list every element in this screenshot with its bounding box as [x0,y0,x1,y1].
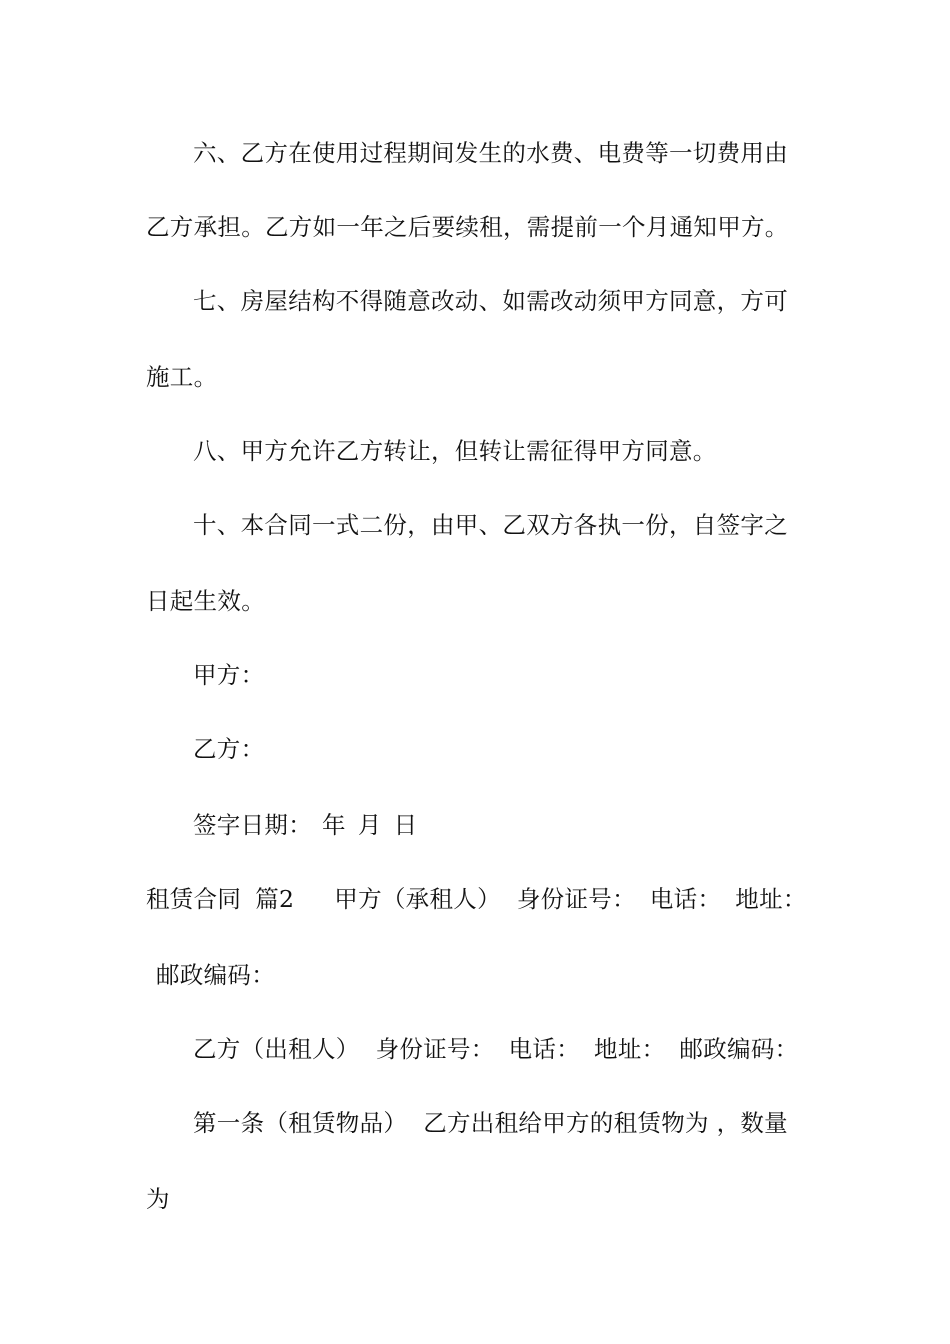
party-b-row [193,1034,873,1064]
signature-month: 月 [357,811,382,839]
paragraph-6-line-2: 乙方承担。乙方如一年之后要续租，需提前一个月通知甲方。 [146,213,789,241]
party-a-label: 甲方（承租人） [334,885,501,913]
party-b-phone-label: 电话： [508,1035,581,1063]
party-b-signature-label: 乙方： [193,735,265,763]
party-a-phone-label: 电话： [649,885,722,913]
party-b-id-label: 身份证号： [375,1035,495,1063]
paragraph-8-line-1: 八、甲方允许乙方转让，但转让需征得甲方同意。 [193,437,717,465]
party-b-postcode-label: 邮政编码： [679,1035,799,1063]
party-a-id-label: 身份证号： [516,885,636,913]
article-1-text: 乙方出租给甲方的租赁物为 ，数量 [423,1109,788,1137]
paragraph-7-line-1: 七、房屋结构不得随意改动、如需改动须甲方同意，方可 [193,287,788,315]
article-1-line-1 [193,1108,873,1138]
article-1-heading: 第一条（租赁物品） [193,1109,408,1137]
signature-date-row [193,810,873,840]
party-a-signature-label: 甲方： [193,661,265,689]
article-1-line-2: 为 [146,1185,170,1213]
party-a-address-label: 地址： [735,885,807,913]
signature-date-label: 签字日期： [193,811,312,839]
section-2-header-row [146,884,836,914]
paragraph-6-line-1: 六、乙方在使用过程期间发生的水费、电费等一切费用由 [193,139,788,167]
paragraph-10-line-2: 日起生效。 [146,587,265,615]
paragraph-10-line-1: 十、本合同一式二份，由甲、乙双方各执一份，自签字之 [193,511,788,539]
signature-year: 年 [322,811,346,839]
party-b-address-label: 地址： [594,1035,666,1063]
party-b-label: 乙方（出租人） [193,1035,360,1063]
section-2-title: 租赁合同 [146,885,242,913]
paragraph-7-line-2: 施工。 [146,363,218,391]
section-2-part: 篇2 [255,885,295,913]
signature-day: 日 [393,811,418,839]
party-a-postcode-label: 邮政编码： [156,961,275,989]
